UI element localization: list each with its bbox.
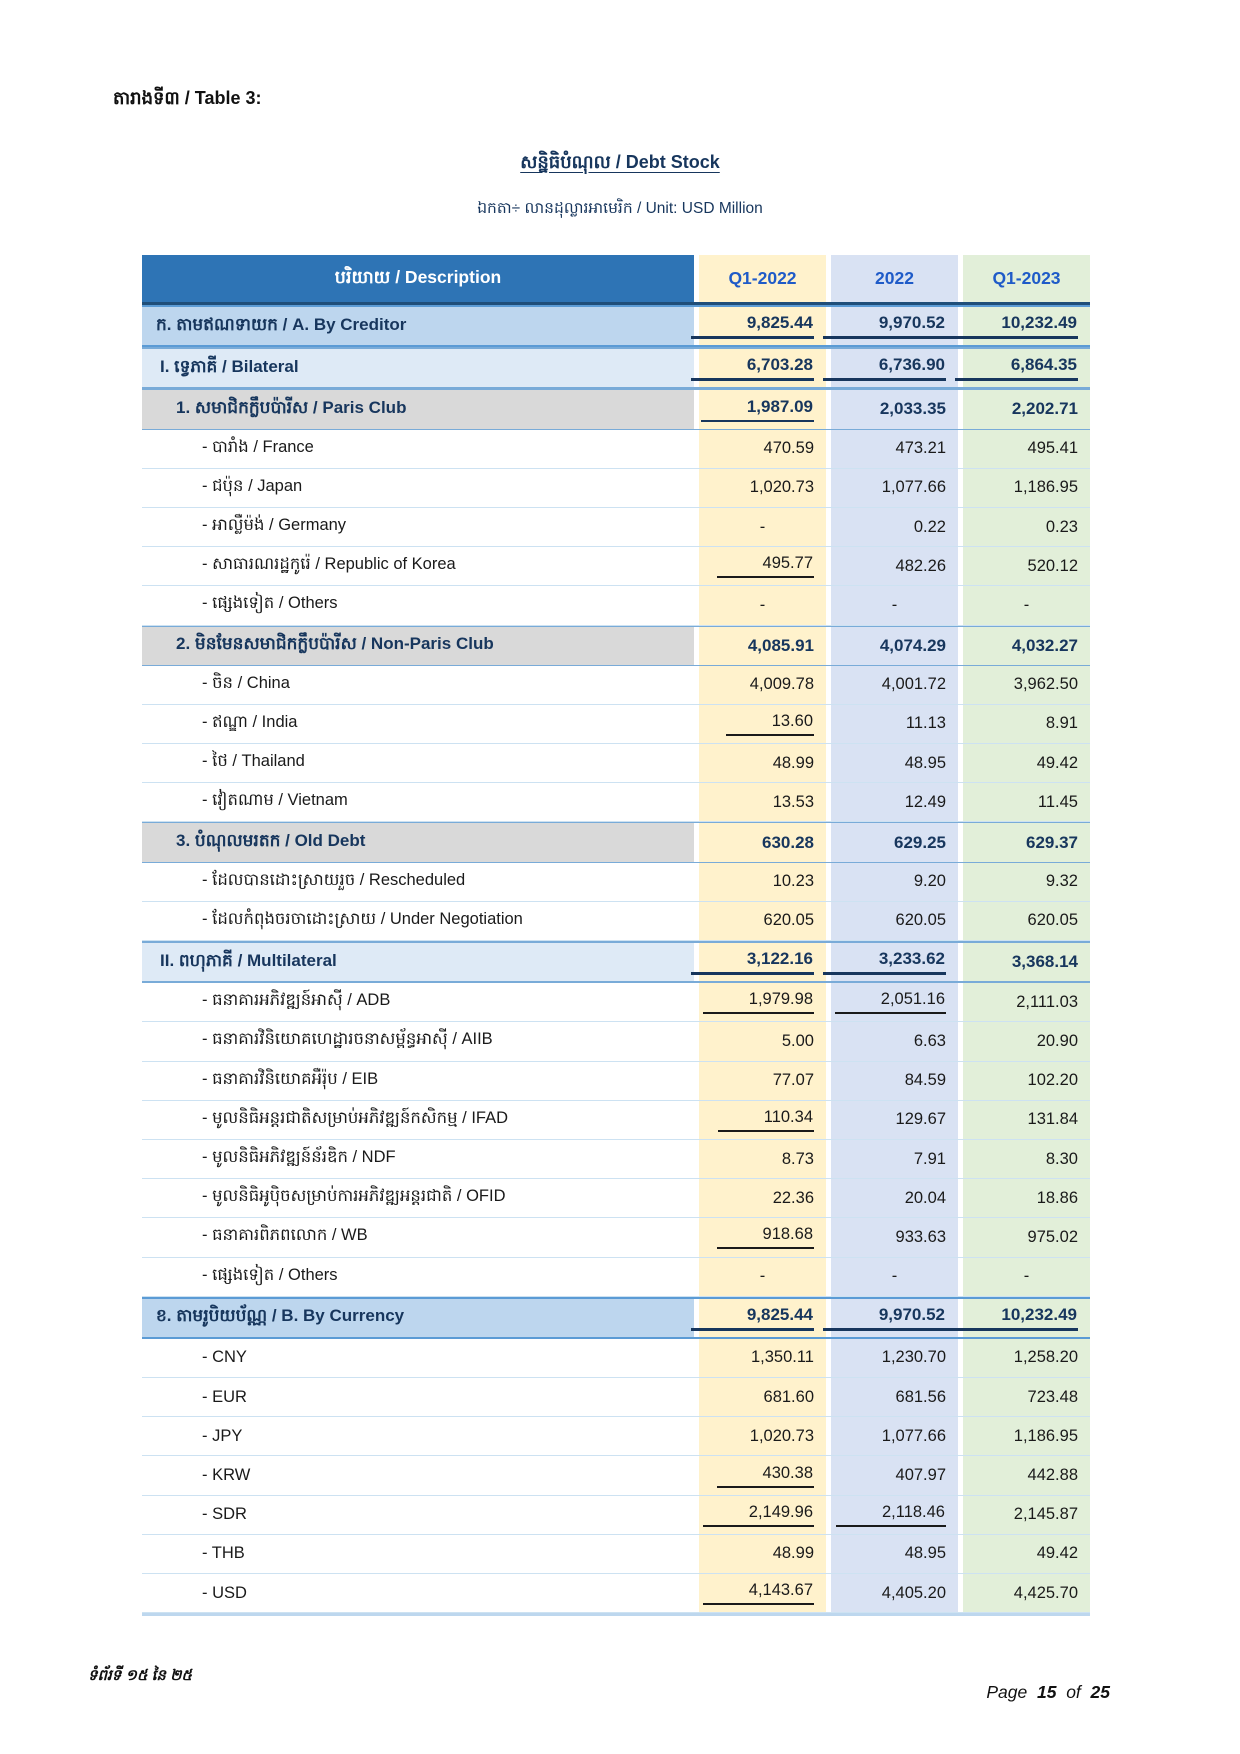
- value-text: 4,074.29: [879, 635, 946, 655]
- value-cell: [699, 1496, 826, 1534]
- table-row: [142, 1140, 1090, 1179]
- value-text: 48.95: [904, 1544, 946, 1563]
- value-text: 49.42: [1036, 753, 1078, 772]
- value-text: 620.05: [763, 911, 814, 930]
- value-text: 495.77: [717, 554, 814, 578]
- value-cell: [699, 469, 826, 507]
- column-header-description: បរិយាយ / Description: [142, 255, 694, 302]
- value-text: -: [1023, 1267, 1030, 1286]
- value-cell: [831, 1378, 958, 1416]
- table-row: [142, 1456, 1090, 1495]
- value-cell: [831, 1022, 958, 1060]
- column-header-q1-2023: Q1-2023: [963, 255, 1090, 302]
- table-row: [142, 1496, 1090, 1535]
- value-cell: [699, 1179, 826, 1217]
- value-cell: [963, 586, 1090, 624]
- value-cell: [963, 823, 1090, 861]
- value-cell: [699, 1062, 826, 1100]
- value-cell: [699, 1417, 826, 1455]
- table-row: [142, 666, 1090, 705]
- value-text: 1,020.73: [749, 1426, 814, 1445]
- value-cell: [831, 1179, 958, 1217]
- row-label: - សាធារណរដ្ឋកូរ៉េ / Republic of Korea: [142, 547, 694, 585]
- row-label: - THB: [142, 1535, 694, 1573]
- value-text: 681.56: [895, 1387, 946, 1406]
- value-cell: [963, 1140, 1090, 1178]
- value-text: 4,009.78: [749, 675, 814, 694]
- table-row: [142, 941, 1090, 983]
- row-label: - មូលនិធិអន្តរជាតិសម្រាប់អភិវឌ្ឍន៍កសិកម្ម / IFAD: [142, 1101, 694, 1139]
- value-text: 2,033.35: [879, 399, 946, 419]
- value-cell: [963, 983, 1090, 1021]
- row-label: - បារាំង / France: [142, 430, 694, 468]
- value-cell: [963, 1101, 1090, 1139]
- table-row: [142, 983, 1090, 1022]
- table-row: [142, 586, 1090, 625]
- value-text: 2,118.46: [836, 1503, 946, 1527]
- value-text: 10.23: [772, 872, 814, 891]
- value-cell: [831, 902, 958, 940]
- value-text: 723.48: [1027, 1387, 1078, 1406]
- table-row: [142, 1022, 1090, 1061]
- row-label: - អាល្លឺម៉ង់ / Germany: [142, 508, 694, 546]
- value-text: 1,258.20: [1013, 1348, 1078, 1367]
- value-text: 5.00: [781, 1031, 814, 1050]
- value-cell: [963, 1417, 1090, 1455]
- column-header-q1-2022: Q1-2022: [699, 255, 826, 302]
- footer-current-page: 15: [1036, 1682, 1057, 1702]
- value-text: 1,350.11: [750, 1348, 814, 1367]
- value-cell: [699, 1456, 826, 1494]
- table-row: [142, 1258, 1090, 1297]
- value-text: 629.37: [1026, 832, 1078, 852]
- row-label: I. ទ្វេភាគី / Bilateral: [142, 349, 694, 387]
- value-text: 2,145.87: [1013, 1505, 1078, 1524]
- value-cell: [963, 1496, 1090, 1534]
- table-row: [142, 305, 1090, 347]
- footer-word-page: Page: [986, 1682, 1028, 1702]
- value-cell: [699, 547, 826, 585]
- row-label: - ថៃ / Thailand: [142, 744, 694, 782]
- value-cell: [831, 1140, 958, 1178]
- value-text: 1,077.66: [881, 1426, 946, 1445]
- row-label: - ជប៉ុន / Japan: [142, 469, 694, 507]
- value-cell: [963, 943, 1090, 981]
- value-cell: [831, 1496, 958, 1534]
- row-label: - ផ្សេងទៀត / Others: [142, 586, 694, 624]
- value-text: 4,001.72: [881, 675, 946, 694]
- value-cell: [831, 349, 958, 387]
- value-text: 1,987.09: [701, 397, 814, 422]
- value-cell: [963, 469, 1090, 507]
- value-cell: [831, 307, 958, 345]
- value-cell: [831, 1299, 958, 1337]
- value-text: 0.22: [913, 517, 946, 536]
- value-cell: [699, 943, 826, 981]
- value-cell: [831, 627, 958, 665]
- value-text: 9.20: [913, 872, 946, 891]
- row-label: - ដែលកំពុងចរចាដោះស្រាយ / Under Negotiation: [142, 902, 694, 940]
- value-cell: [963, 390, 1090, 428]
- value-text: 473.21: [895, 439, 946, 458]
- value-text: 9,825.44: [691, 313, 814, 339]
- value-cell: [831, 983, 958, 1021]
- row-label: - ដែលបានដោះស្រាយរួច / Rescheduled: [142, 863, 694, 901]
- value-cell: [963, 627, 1090, 665]
- value-cell: [699, 1339, 826, 1377]
- row-label: ក. តាមឥណទាយក / A. By Creditor: [142, 307, 694, 345]
- table-row: [142, 1297, 1090, 1339]
- value-text: 3,368.14: [1011, 952, 1078, 972]
- value-text: 6.63: [913, 1031, 946, 1050]
- row-label: - JPY: [142, 1417, 694, 1455]
- value-text: 918.68: [717, 1225, 814, 1249]
- value-text: 6,703.28: [691, 355, 814, 381]
- table-reference: តារាងទី៣ / Table 3:: [113, 88, 262, 108]
- value-text: 20.90: [1036, 1031, 1078, 1050]
- value-text: -: [759, 517, 766, 536]
- value-text: 8.91: [1045, 714, 1078, 733]
- value-cell: [699, 1574, 826, 1612]
- unit-label: ឯកតា÷ លានដុល្លារអាមេរិក / Unit: USD Million: [477, 200, 763, 217]
- value-cell: [831, 1456, 958, 1494]
- table-row: [142, 822, 1090, 862]
- value-text: 48.99: [772, 1544, 814, 1563]
- value-text: 430.38: [717, 1464, 814, 1488]
- value-cell: [699, 627, 826, 665]
- value-text: 48.95: [904, 753, 946, 772]
- value-cell: [699, 349, 826, 387]
- value-text: -: [891, 595, 898, 614]
- value-cell: [831, 1101, 958, 1139]
- row-label: - ធនាគារពិភពលោក / WB: [142, 1218, 694, 1256]
- row-label: 1. សមាជិកក្លឹបប៉ារីស / Paris Club: [142, 390, 694, 428]
- value-cell: [963, 666, 1090, 704]
- value-cell: [699, 863, 826, 901]
- table-row: [142, 705, 1090, 744]
- row-label: - ធនាគារវិនិយោគអឺរ៉ុប / EIB: [142, 1062, 694, 1100]
- table-row: [142, 347, 1090, 389]
- value-text: -: [891, 1267, 898, 1286]
- table-row: [142, 1179, 1090, 1218]
- table-row: [142, 1062, 1090, 1101]
- value-text: 3,962.50: [1013, 675, 1078, 694]
- value-text: 10,232.49: [945, 1305, 1078, 1331]
- value-text: 8.30: [1045, 1149, 1078, 1168]
- value-cell: [963, 1022, 1090, 1060]
- value-cell: [699, 744, 826, 782]
- value-cell: [699, 586, 826, 624]
- value-text: 482.26: [895, 556, 946, 575]
- table-row: [142, 1339, 1090, 1378]
- value-text: 13.60: [726, 712, 814, 736]
- value-cell: [699, 1218, 826, 1256]
- value-text: 6,736.90: [823, 355, 946, 381]
- row-label: - វៀតណាម / Vietnam: [142, 783, 694, 821]
- value-cell: [831, 943, 958, 981]
- page-title: សន្និធិបំណុល / Debt Stock: [520, 152, 720, 172]
- value-text: 1,979.98: [703, 990, 814, 1014]
- value-text: 470.59: [763, 439, 814, 458]
- value-text: 3,233.62: [823, 949, 946, 975]
- value-text: 1,186.95: [1013, 478, 1078, 497]
- value-text: 131.84: [1027, 1110, 1078, 1129]
- table-header-row: [142, 255, 1090, 305]
- value-cell: [963, 349, 1090, 387]
- value-text: 18.86: [1036, 1188, 1078, 1207]
- value-cell: [699, 508, 826, 546]
- row-label: II. ពហុភាគី / Multilateral: [142, 943, 694, 981]
- value-cell: [831, 1218, 958, 1256]
- value-text: 11.45: [1037, 792, 1078, 811]
- table-row: [142, 1574, 1090, 1613]
- table-row: [142, 1378, 1090, 1417]
- column-header-2022: 2022: [831, 255, 958, 302]
- value-text: 4,032.27: [1011, 635, 1078, 655]
- table-row: [142, 508, 1090, 547]
- value-text: 975.02: [1027, 1227, 1078, 1246]
- value-text: 22.36: [772, 1188, 814, 1207]
- value-text: -: [759, 1267, 766, 1286]
- value-text: 49.42: [1036, 1544, 1078, 1563]
- debt-stock-table: [142, 255, 1090, 1616]
- value-cell: [963, 307, 1090, 345]
- table-row: [142, 389, 1090, 429]
- value-text: 3,122.16: [691, 949, 814, 975]
- value-cell: [963, 705, 1090, 743]
- row-label: - ធនាគារវិនិយោគហេដ្ឋារចនាសម្ព័ន្ធអាស៊ី / AIIB: [142, 1022, 694, 1060]
- value-text: 495.41: [1027, 439, 1078, 458]
- value-cell: [831, 783, 958, 821]
- value-text: 1,230.70: [881, 1348, 946, 1367]
- value-text: 11.13: [905, 714, 946, 733]
- value-cell: [963, 1378, 1090, 1416]
- value-cell: [963, 783, 1090, 821]
- row-label: - CNY: [142, 1339, 694, 1377]
- row-label: - SDR: [142, 1496, 694, 1534]
- value-text: -: [759, 595, 766, 614]
- value-text: 2,149.96: [703, 1503, 814, 1527]
- value-cell: [699, 1378, 826, 1416]
- value-cell: [699, 1535, 826, 1573]
- value-text: 7.91: [913, 1149, 946, 1168]
- row-label: - ធនាគារអភិវឌ្ឍន៍អាស៊ី / ADB: [142, 983, 694, 1021]
- value-text: 9.32: [1045, 872, 1078, 891]
- value-cell: [699, 902, 826, 940]
- value-text: 2,202.71: [1011, 399, 1078, 419]
- value-text: 48.99: [772, 753, 814, 772]
- value-text: 620.05: [895, 911, 946, 930]
- value-cell: [831, 547, 958, 585]
- row-label: - KRW: [142, 1456, 694, 1494]
- value-cell: [831, 1417, 958, 1455]
- row-label: 3. បំណុលមរតក / Old Debt: [142, 823, 694, 861]
- value-cell: [699, 823, 826, 861]
- value-text: 1,020.73: [749, 478, 814, 497]
- value-cell: [699, 1258, 826, 1296]
- value-cell: [831, 666, 958, 704]
- value-text: 4,425.70: [1013, 1583, 1078, 1602]
- value-text: 20.04: [904, 1188, 946, 1207]
- value-cell: [831, 430, 958, 468]
- value-cell: [699, 1140, 826, 1178]
- value-cell: [831, 1258, 958, 1296]
- value-text: 9,970.52: [823, 313, 946, 339]
- value-text: 630.28: [762, 832, 814, 852]
- value-cell: [831, 823, 958, 861]
- value-text: 4,085.91: [747, 635, 814, 655]
- value-text: 2,051.16: [835, 990, 946, 1014]
- value-cell: [831, 1339, 958, 1377]
- table-row: [142, 783, 1090, 822]
- table-row: [142, 1417, 1090, 1456]
- value-cell: [963, 902, 1090, 940]
- value-cell: [831, 1574, 958, 1612]
- row-label: - ចិន / China: [142, 666, 694, 704]
- value-text: 520.12: [1027, 556, 1078, 575]
- value-text: -: [1023, 595, 1030, 614]
- value-cell: [831, 508, 958, 546]
- table-row: [142, 547, 1090, 586]
- row-label: - ឥណ្ឌា / India: [142, 705, 694, 743]
- value-text: 9,825.44: [691, 1305, 814, 1331]
- value-cell: [963, 863, 1090, 901]
- value-text: 620.05: [1027, 911, 1078, 930]
- value-text: 0.23: [1045, 517, 1078, 536]
- value-text: 629.25: [894, 832, 946, 852]
- footer-page-number-khmer: ទំព័រទី ១៥ នៃ ២៥: [88, 1667, 193, 1684]
- value-text: 9,970.52: [823, 1305, 946, 1331]
- value-cell: [699, 1101, 826, 1139]
- value-cell: [831, 586, 958, 624]
- value-text: 933.63: [895, 1227, 946, 1246]
- value-cell: [963, 1339, 1090, 1377]
- value-cell: [831, 863, 958, 901]
- row-label: - ផ្សេងទៀត / Others: [142, 1258, 694, 1296]
- row-label: ខ. តាមរូបិយប័ណ្ណ / B. By Currency: [142, 1299, 694, 1337]
- footer-page-number: [986, 1682, 1110, 1703]
- value-cell: [699, 1299, 826, 1337]
- value-text: 1,077.66: [881, 478, 946, 497]
- footer-total-pages: 25: [1090, 1682, 1110, 1702]
- value-cell: [831, 390, 958, 428]
- table-row: [142, 744, 1090, 783]
- row-label: - មូលនិធិអូប៉ិចសម្រាប់ការអភិវឌ្ឍអន្តរជាតិ / OFID: [142, 1179, 694, 1217]
- table-row: [142, 1101, 1090, 1140]
- value-text: 77.07: [772, 1071, 814, 1090]
- value-text: 407.97: [895, 1466, 946, 1485]
- value-text: 12.49: [904, 792, 946, 811]
- value-text: 110.34: [718, 1108, 814, 1132]
- footer-word-of: of: [1066, 1682, 1081, 1702]
- value-cell: [699, 666, 826, 704]
- value-cell: [699, 983, 826, 1021]
- value-cell: [963, 1535, 1090, 1573]
- value-cell: [699, 307, 826, 345]
- value-cell: [963, 1299, 1090, 1337]
- row-label: - EUR: [142, 1378, 694, 1416]
- value-cell: [963, 508, 1090, 546]
- table-row: [142, 863, 1090, 902]
- value-text: 6,864.35: [955, 355, 1078, 381]
- value-text: 102.20: [1027, 1071, 1078, 1090]
- value-cell: [699, 1022, 826, 1060]
- value-cell: [831, 1535, 958, 1573]
- row-label: 2. មិនមែនសមាជិកក្លឹបប៉ារីស / Non-Paris Club: [142, 627, 694, 665]
- value-text: 1,186.95: [1013, 1426, 1078, 1445]
- value-text: 681.60: [763, 1387, 814, 1406]
- value-cell: [963, 1218, 1090, 1256]
- value-text: 129.67: [895, 1110, 946, 1129]
- table-row: [142, 1218, 1090, 1257]
- value-text: 2,111.03: [1016, 992, 1078, 1011]
- table-body: [142, 305, 1090, 1613]
- value-cell: [963, 1258, 1090, 1296]
- table-row: [142, 902, 1090, 941]
- value-cell: [963, 744, 1090, 782]
- table-row: [142, 430, 1090, 469]
- value-cell: [963, 1179, 1090, 1217]
- value-text: 442.88: [1027, 1466, 1078, 1485]
- value-cell: [831, 1062, 958, 1100]
- value-cell: [963, 1062, 1090, 1100]
- row-label: - USD: [142, 1574, 694, 1612]
- value-cell: [963, 547, 1090, 585]
- value-cell: [963, 1456, 1090, 1494]
- table-row: [142, 1535, 1090, 1574]
- value-cell: [831, 705, 958, 743]
- table-row: [142, 626, 1090, 666]
- value-cell: [963, 1574, 1090, 1612]
- value-text: 4,405.20: [881, 1583, 946, 1602]
- value-text: 10,232.49: [945, 313, 1078, 339]
- value-text: 84.59: [904, 1071, 946, 1090]
- value-text: 13.53: [772, 792, 814, 811]
- value-text: 4,143.67: [703, 1581, 814, 1605]
- value-cell: [699, 430, 826, 468]
- value-cell: [699, 390, 826, 428]
- value-cell: [831, 469, 958, 507]
- value-cell: [963, 430, 1090, 468]
- row-label: - មូលនិធិអភិវឌ្ឍន៍ន័រឌិក / NDF: [142, 1140, 694, 1178]
- value-cell: [699, 783, 826, 821]
- value-text: 8.73: [781, 1149, 814, 1168]
- table-row: [142, 469, 1090, 508]
- value-cell: [699, 705, 826, 743]
- value-cell: [831, 744, 958, 782]
